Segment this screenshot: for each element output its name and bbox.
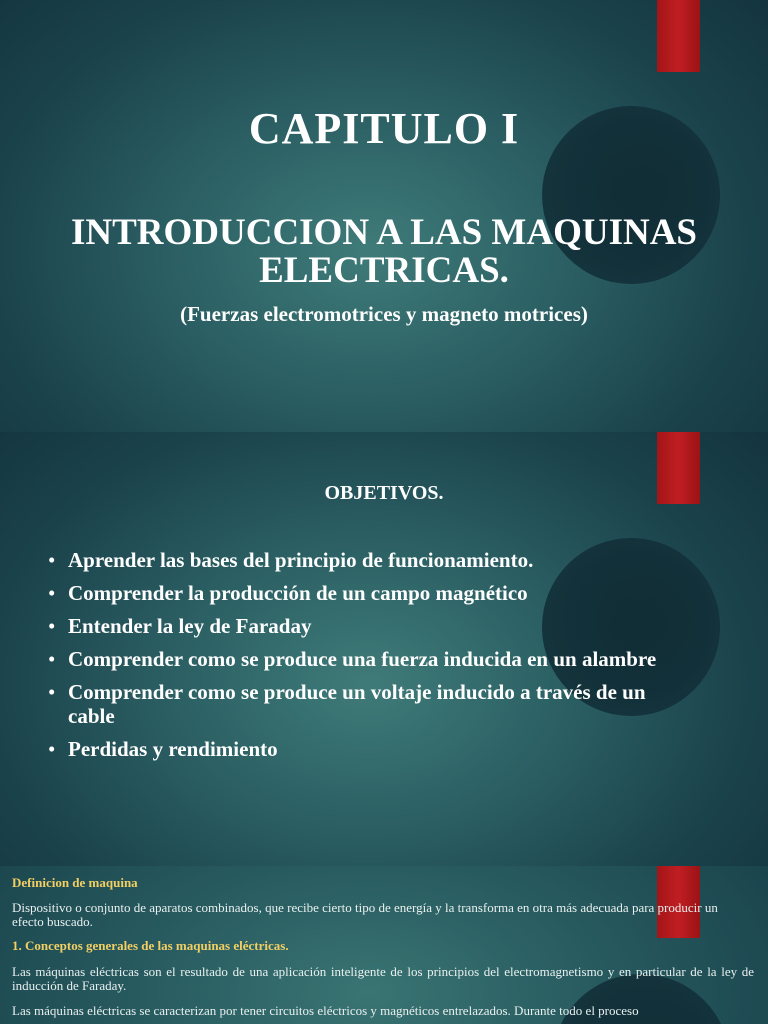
objectives-list bbox=[48, 548, 688, 770]
list-item: • Perdidas y rendimiento bbox=[48, 737, 278, 761]
bullet-icon: • bbox=[48, 614, 56, 638]
definition-title: Definicion de maquina bbox=[12, 875, 138, 890]
bullet-icon: • bbox=[48, 581, 56, 605]
list-item: • Comprender como se produce un voltaje inducido a través de un cable bbox=[48, 680, 646, 728]
objectives-heading: OBJETIVOS. bbox=[324, 482, 444, 504]
slide-objectives bbox=[0, 432, 768, 866]
paragraph: Las máquinas eléctricas son el resultado de una aplicación inteligente de los principios del electromagnetismo y en particular de la ley de inducción de Faraday. bbox=[12, 964, 754, 993]
slide-heading: INTRODUCCION A LAS MAQUINAS ELECTRICAS. bbox=[70, 212, 697, 291]
red-accent-tab bbox=[657, 0, 700, 72]
list-item: • Comprender la producción de un campo magnético bbox=[48, 581, 528, 605]
bullet-icon: • bbox=[48, 737, 56, 761]
list-item: • Entender la ley de Faraday bbox=[48, 614, 312, 638]
bullet-icon: • bbox=[48, 680, 56, 704]
list-item: • Aprender las bases del principio de funcionamiento. bbox=[48, 548, 534, 572]
paragraph: Las máquinas eléctricas se caracterizan por tener circuitos eléctricos y magnéticos entrelazados. Durante todo el proceso bbox=[12, 1003, 639, 1018]
bullet-icon: • bbox=[48, 548, 56, 572]
list-item: • Comprender como se produce una fuerza inducida en un alambre bbox=[48, 647, 657, 671]
bullet-icon: • bbox=[48, 647, 56, 671]
definition-text: Dispositivo o conjunto de aparatos combinados, que recibe cierto tipo de energía y la transforma en otra más adecuada para producir un efecto buscado. bbox=[12, 900, 718, 929]
slide-title bbox=[0, 0, 768, 432]
slide-subtitle: (Fuerzas electromotrices y magneto motrices) bbox=[180, 302, 588, 326]
slide-definition bbox=[0, 866, 768, 1024]
section-title: 1. Conceptos generales de las maquinas eléctricas. bbox=[12, 938, 289, 953]
chapter-title: CAPITULO I bbox=[248, 104, 520, 153]
